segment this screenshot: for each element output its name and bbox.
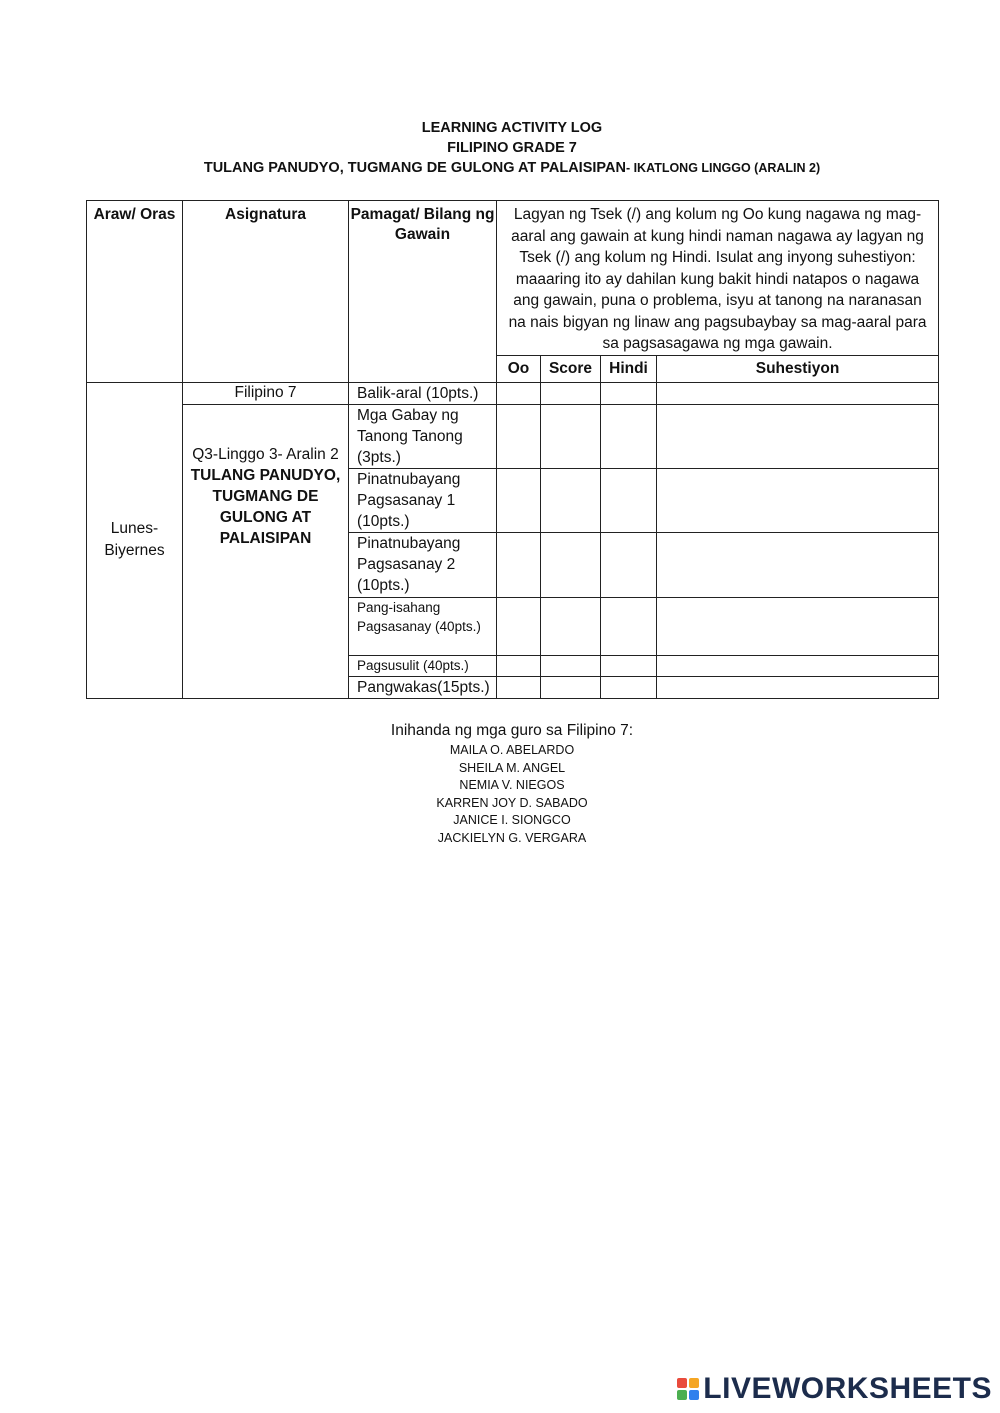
activity-cell: Pinatnubayang Pagsasanay 1 (10pts.) (349, 468, 497, 532)
teacher-name: KARREN JOY D. SABADO (436, 795, 588, 810)
col-header-hindi: Hindi (601, 355, 657, 382)
header-line-3-sub: - IKATLONG LINGGO (ARALIN 2) (625, 161, 821, 175)
score-input-cell[interactable] (541, 382, 601, 404)
subject-topic: TULANG PANUDYO, TUGMANG DE GULONG AT PALAISIPAN (190, 466, 341, 547)
subject-week: Q3-Linggo 3- Aralin 2 (192, 445, 339, 463)
teacher-name: JANICE I. SIONGCO (453, 813, 571, 827)
col-header-oo: Oo (497, 355, 541, 382)
teacher-name: NEMIA V. NIEGOS (459, 778, 565, 792)
oo-input-cell[interactable] (497, 597, 541, 655)
activity-log-table (86, 200, 939, 699)
suhestiyon-input-cell[interactable] (657, 532, 939, 597)
suhestiyon-input-cell[interactable] (657, 597, 939, 655)
logo-text: LIVEWORKSHEETS (703, 1372, 992, 1405)
suhestiyon-input-cell[interactable] (657, 468, 939, 532)
header-line-1: LEARNING ACTIVITY LOG (421, 120, 603, 136)
logo-square (677, 1390, 687, 1400)
oo-input-cell[interactable] (497, 532, 541, 597)
logo-square (677, 1378, 687, 1388)
score-input-cell[interactable] (541, 532, 601, 597)
hindi-input-cell[interactable] (601, 676, 657, 698)
prepared-by-label: Inihanda ng mga guro sa Filipino 7: (390, 722, 634, 739)
suhestiyon-input-cell[interactable] (657, 655, 939, 676)
day-cell: Lunes-Biyernes (87, 382, 183, 698)
activity-cell: Mga Gabay ng Tanong Tanong (3pts.) (349, 404, 497, 468)
instructions-cell: Lagyan ng Tsek (/) ang kolum ng Oo kung nagawa ng mag-aaral ang gawain at kung hindi naman nagawa ay lagyan ng Tsek (/) ang kolum ng Hindi. Isulat ang inyong suhestiyon: maaaring ito ay dahilan kung bakit hindi natapos o nagawa ang gawain, puna o problema, isyu at tanong na naranasan na nais bigyan ng linaw ang pagsubaybay sa mag-aaral para sa pagsasagawa ng mga gawain. (497, 201, 939, 356)
activity-cell: Pinatnubayang Pagsasanay 2 (10pts.) (349, 532, 497, 597)
suhestiyon-input-cell[interactable] (657, 676, 939, 698)
header-line-3 (0, 158, 1000, 178)
subject-cell-top: Filipino 7 (183, 382, 349, 404)
teacher-name: SHEILA M. ANGEL (458, 760, 566, 775)
logo-grid-icon (677, 1378, 699, 1400)
subject-cell (183, 404, 349, 698)
col-header-score: Score (541, 355, 601, 382)
liveworksheets-logo (677, 1371, 992, 1407)
hindi-input-cell[interactable] (601, 655, 657, 676)
hindi-input-cell[interactable] (601, 382, 657, 404)
activity-cell: Pagsusulit (40pts.) (349, 655, 497, 676)
score-input-cell[interactable] (541, 655, 601, 676)
oo-input-cell[interactable] (497, 655, 541, 676)
table-header-row (87, 201, 939, 356)
teacher-name: MAILA O. ABELARDO (449, 743, 575, 757)
oo-input-cell[interactable] (497, 468, 541, 532)
score-input-cell[interactable] (541, 676, 601, 698)
score-input-cell[interactable] (541, 468, 601, 532)
hindi-input-cell[interactable] (601, 404, 657, 468)
score-input-cell[interactable] (541, 597, 601, 655)
prepared-by-section (0, 720, 1000, 847)
hindi-input-cell[interactable] (601, 532, 657, 597)
suhestiyon-input-cell[interactable] (657, 404, 939, 468)
hindi-input-cell[interactable] (601, 468, 657, 532)
header-line-3-main: TULANG PANUDYO, TUGMANG DE GULONG AT PALAISIPAN (203, 160, 626, 176)
score-input-cell[interactable] (541, 404, 601, 468)
activity-cell: Pang-isahang Pagsasanay (40pts.) (349, 597, 497, 655)
col-header-day: Araw/ Oras (87, 201, 183, 383)
oo-input-cell[interactable] (497, 382, 541, 404)
table-row (87, 382, 939, 404)
oo-input-cell[interactable] (497, 676, 541, 698)
col-header-title: Pamagat/ Bilang ng Gawain (349, 201, 497, 383)
col-header-suhestiyon: Suhestiyon (657, 355, 939, 382)
activity-cell: Pangwakas(15pts.) (349, 676, 497, 698)
teacher-name: JACKIELYN G. VERGARA (437, 830, 587, 845)
logo-square (689, 1390, 699, 1400)
col-header-subject: Asignatura (183, 201, 349, 383)
header-line-2: FILIPINO GRADE 7 (447, 140, 577, 156)
logo-square (689, 1378, 699, 1388)
oo-input-cell[interactable] (497, 404, 541, 468)
hindi-input-cell[interactable] (601, 597, 657, 655)
table-row (87, 404, 939, 468)
suhestiyon-input-cell[interactable] (657, 382, 939, 404)
activity-cell: Balik-aral (10pts.) (349, 382, 497, 404)
document-header (0, 118, 1000, 178)
